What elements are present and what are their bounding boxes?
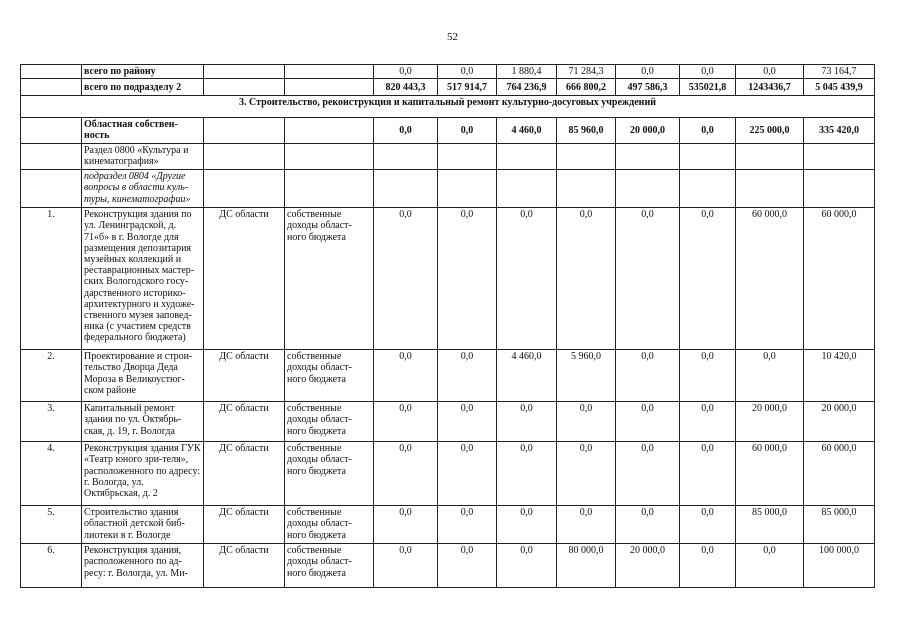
row-name: Реконструкция здания ГУК «Театр юного зри-теля», расположенного по адресу: г. Вологда, ул. Октябрьская, д. 2 bbox=[82, 442, 204, 506]
row-org: ДС области bbox=[204, 350, 285, 402]
podrazdel-row bbox=[21, 170, 875, 208]
cell-value: 20 000,0 bbox=[804, 402, 875, 442]
cell-value: 0,0 bbox=[438, 65, 497, 79]
cell-value: 0,0 bbox=[680, 208, 736, 350]
cell-value: 0,0 bbox=[680, 402, 736, 442]
cell-value: 0,0 bbox=[680, 118, 736, 144]
row-source: собственные доходы област-ного бюджета bbox=[285, 208, 374, 350]
cell-value: 0,0 bbox=[680, 442, 736, 506]
cell-value: 0,0 bbox=[680, 506, 736, 544]
cell-value: 0,0 bbox=[374, 118, 438, 144]
razdel-row bbox=[21, 144, 875, 170]
cell-value: 80 000,0 bbox=[557, 544, 616, 588]
cell-value: 5 045 439,9 bbox=[804, 79, 875, 96]
total-label: всего по району bbox=[82, 65, 204, 79]
cell-value: 0,0 bbox=[557, 402, 616, 442]
cell-value: 0,0 bbox=[438, 118, 497, 144]
cell-value: 4 460,0 bbox=[497, 118, 557, 144]
cell-value: 335 420,0 bbox=[804, 118, 875, 144]
row-source: собственные доходы област-ного бюджета bbox=[285, 442, 374, 506]
cell-value: 517 914,7 bbox=[438, 79, 497, 96]
cell-value: 85 000,0 bbox=[804, 506, 875, 544]
cell-value: 20 000,0 bbox=[736, 402, 804, 442]
cell-value: 0,0 bbox=[438, 506, 497, 544]
cell-value: 100 000,0 bbox=[804, 544, 875, 588]
cell-value: 0,0 bbox=[616, 350, 680, 402]
cell-value: 0,0 bbox=[374, 506, 438, 544]
cell-value: 0,0 bbox=[616, 506, 680, 544]
cell-value: 1243436,7 bbox=[736, 79, 804, 96]
cell-value: 0,0 bbox=[680, 350, 736, 402]
cell-value: 0,0 bbox=[374, 350, 438, 402]
row-source: собственные доходы област-ного бюджета bbox=[285, 350, 374, 402]
table-row bbox=[21, 544, 875, 588]
table-row bbox=[21, 506, 875, 544]
section-title: 3. Строительство, реконструкция и капитальный ремонт культурно-досуговых учреждений bbox=[21, 96, 875, 118]
cell-value: 0,0 bbox=[497, 402, 557, 442]
cell-value: 71 284,3 bbox=[557, 65, 616, 79]
cell-value: 0,0 bbox=[497, 208, 557, 350]
cell-value: 0,0 bbox=[497, 544, 557, 588]
cell-value: 20 000,0 bbox=[616, 544, 680, 588]
cell-value: 0,0 bbox=[616, 208, 680, 350]
row-org: ДС области bbox=[204, 544, 285, 588]
row-source: собственные доходы област-ного бюджета bbox=[285, 402, 374, 442]
cell-value: 225 000,0 bbox=[736, 118, 804, 144]
cell-value: 0,0 bbox=[557, 208, 616, 350]
total-row-rayon bbox=[21, 65, 875, 79]
row-org: ДС области bbox=[204, 402, 285, 442]
row-name: Капитальный ремонт здания по ул. Октябрь-ская, д. 19, г. Вологда bbox=[82, 402, 204, 442]
cell-value: 60 000,0 bbox=[736, 208, 804, 350]
budget-table bbox=[20, 64, 875, 588]
cell-value: 0,0 bbox=[374, 544, 438, 588]
row-index: 2. bbox=[21, 350, 82, 402]
table-row bbox=[21, 442, 875, 506]
cell-value: 0,0 bbox=[374, 442, 438, 506]
table-row bbox=[21, 208, 875, 350]
cell-value: 0,0 bbox=[438, 402, 497, 442]
cell-value: 764 236,9 bbox=[497, 79, 557, 96]
row-index: 3. bbox=[21, 402, 82, 442]
razdel-label: Раздел 0800 «Культура и кинематография» bbox=[82, 144, 204, 170]
row-index: 5. bbox=[21, 506, 82, 544]
oblast-row bbox=[21, 118, 875, 144]
row-source: собственные доходы област-ного бюджета bbox=[285, 506, 374, 544]
row-org: ДС области bbox=[204, 506, 285, 544]
oblast-label: Областная собствен-ность bbox=[82, 118, 204, 144]
cell-value: 0,0 bbox=[680, 65, 736, 79]
cell-value: 5 960,0 bbox=[557, 350, 616, 402]
cell-value: 0,0 bbox=[438, 442, 497, 506]
row-index: 4. bbox=[21, 442, 82, 506]
cell-value: 0,0 bbox=[438, 350, 497, 402]
cell-value: 0,0 bbox=[438, 544, 497, 588]
row-name: Реконструкция здания, расположенного по ад-ресу: г. Вологда, ул. Ми- bbox=[82, 544, 204, 588]
cell-value: 0,0 bbox=[497, 506, 557, 544]
cell-value: 60 000,0 bbox=[804, 442, 875, 506]
cell-value: 60 000,0 bbox=[736, 442, 804, 506]
cell-value: 0,0 bbox=[616, 402, 680, 442]
row-name: Реконструкция здания по ул. Ленинградской, д. 71«б» в г. Вологде для размещения депозитария музейных коллекций и реставрационных мастер-ских Вологодского госу-дарственного историко-архитектурного и художе-ственного музея заповед-ника (с участием средств федерального бюджета) bbox=[82, 208, 204, 350]
cell-value: 666 800,2 bbox=[557, 79, 616, 96]
cell-value: 0,0 bbox=[497, 442, 557, 506]
cell-value: 4 460,0 bbox=[497, 350, 557, 402]
cell-value: 60 000,0 bbox=[804, 208, 875, 350]
cell-value: 0,0 bbox=[736, 544, 804, 588]
cell-value: 85 000,0 bbox=[736, 506, 804, 544]
total-row-podrazdel bbox=[21, 79, 875, 96]
cell-value: 20 000,0 bbox=[616, 118, 680, 144]
cell-value: 1 880,4 bbox=[497, 65, 557, 79]
total-label: всего по подразделу 2 bbox=[82, 79, 204, 96]
podrazdel-label: подраздел 0804 «Другие вопросы в области куль-туры, кинематографии» bbox=[82, 170, 204, 208]
cell-value: 0,0 bbox=[736, 65, 804, 79]
cell-value: 0,0 bbox=[616, 442, 680, 506]
cell-value: 0,0 bbox=[438, 208, 497, 350]
cell-value: 0,0 bbox=[736, 350, 804, 402]
cell-value: 0,0 bbox=[374, 65, 438, 79]
page-number: 52 bbox=[447, 31, 458, 43]
cell-value: 0,0 bbox=[374, 208, 438, 350]
cell-value: 0,0 bbox=[616, 65, 680, 79]
cell-value: 0,0 bbox=[557, 506, 616, 544]
cell-value: 10 420,0 bbox=[804, 350, 875, 402]
table-row bbox=[21, 402, 875, 442]
row-name: Проектирование и строи-тельство Дворца Деда Мороза в Великоустюг-ском районе bbox=[82, 350, 204, 402]
cell-value: 85 960,0 bbox=[557, 118, 616, 144]
cell-value: 0,0 bbox=[374, 402, 438, 442]
row-name: Строительство здания областной детской биб-лиотеки в г. Вологде bbox=[82, 506, 204, 544]
cell-value: 73 164,7 bbox=[804, 65, 875, 79]
row-org: ДС области bbox=[204, 208, 285, 350]
cell-value: 497 586,3 bbox=[616, 79, 680, 96]
cell-value: 535021,8 bbox=[680, 79, 736, 96]
row-org: ДС области bbox=[204, 442, 285, 506]
cell-value: 0,0 bbox=[557, 442, 616, 506]
cell-value: 0,0 bbox=[680, 544, 736, 588]
section-row bbox=[21, 96, 875, 118]
table-row bbox=[21, 350, 875, 402]
row-index: 6. bbox=[21, 544, 82, 588]
row-index: 1. bbox=[21, 208, 82, 350]
cell-value: 820 443,3 bbox=[374, 79, 438, 96]
row-source: собственные доходы област-ного бюджета bbox=[285, 544, 374, 588]
